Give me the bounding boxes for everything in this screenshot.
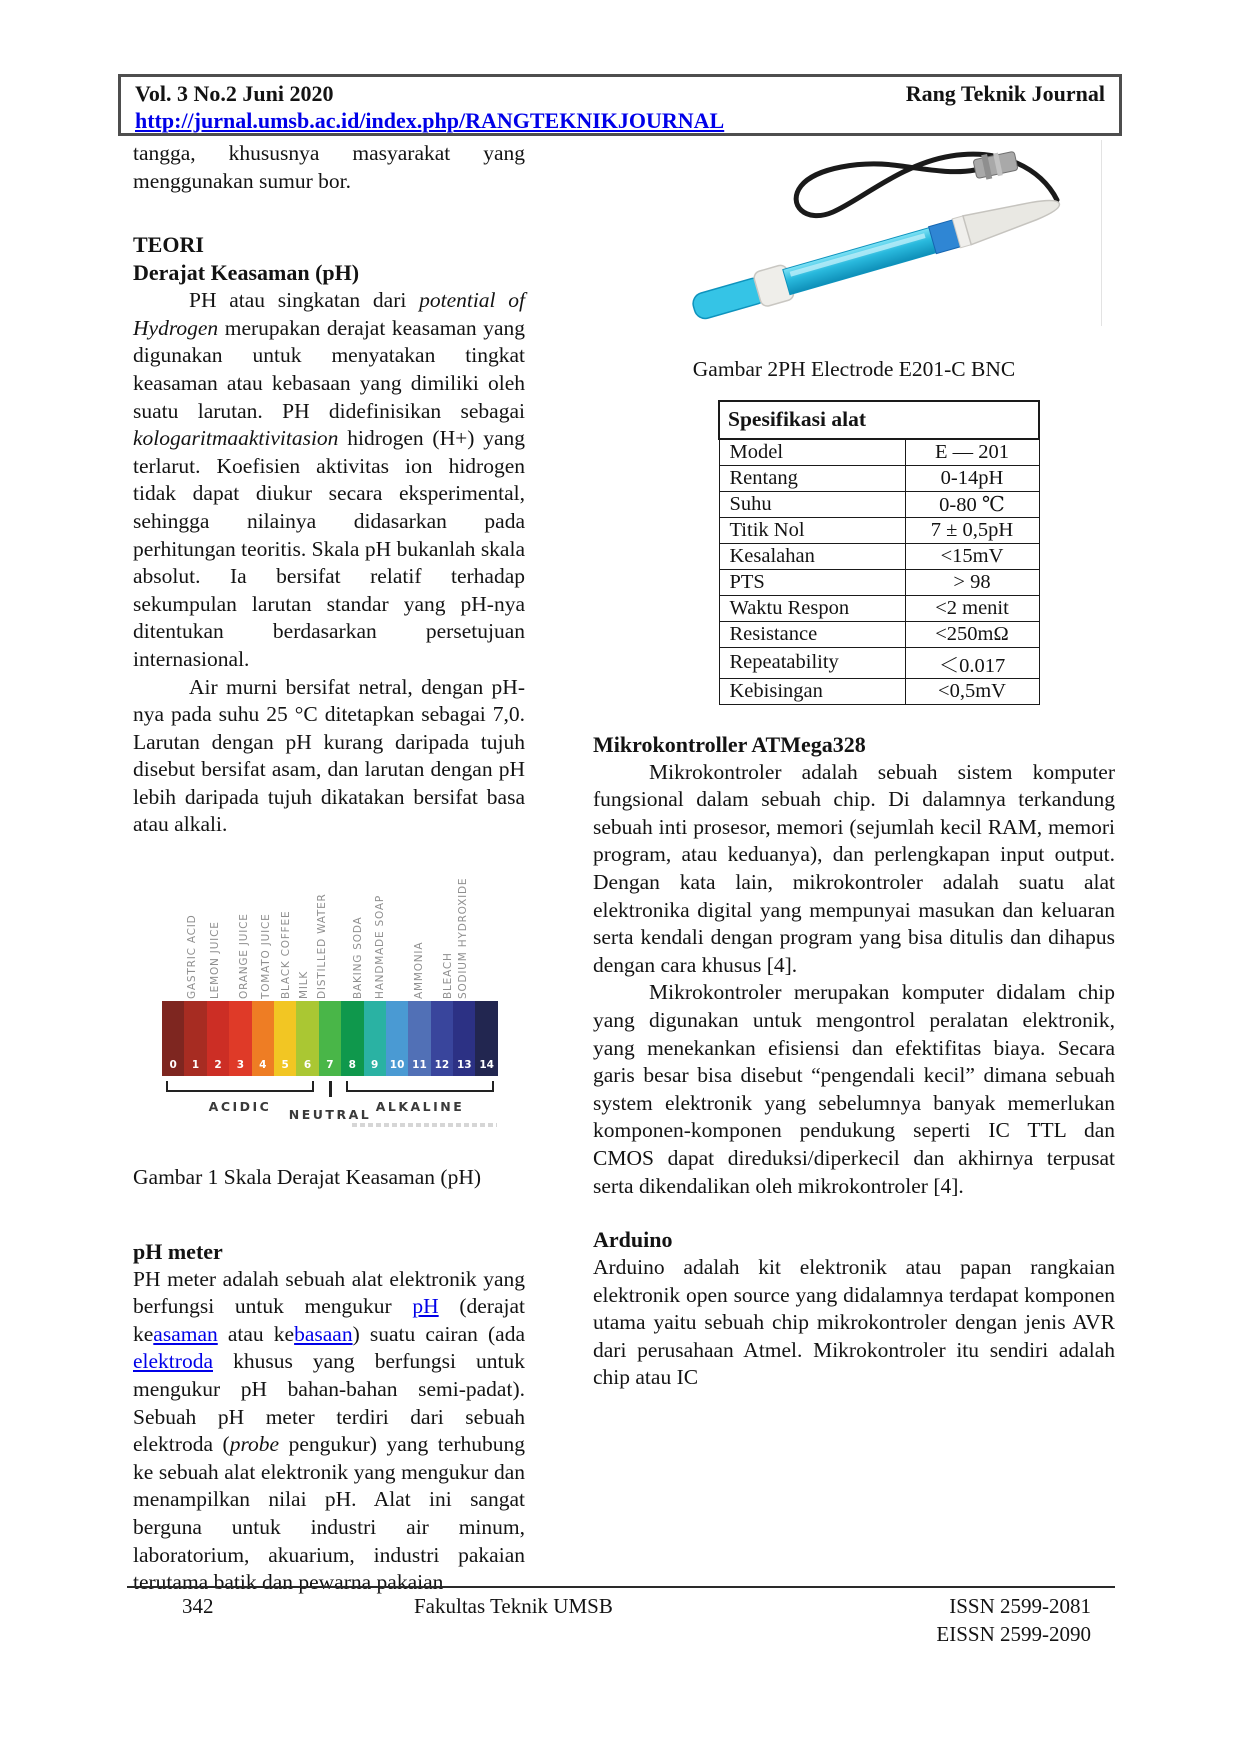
ph-band-number: 0 xyxy=(169,1059,177,1072)
spec-value: 0-80 ℃ xyxy=(905,491,1039,517)
spec-key: Suhu xyxy=(719,491,905,517)
figure2-photo xyxy=(601,140,1102,326)
footer-eissn: EISSN 2599-2090 xyxy=(936,1622,1091,1646)
ph-band-0 xyxy=(162,1001,184,1076)
inline-link[interactable]: basaan xyxy=(294,1321,353,1346)
mikro-paragraph-1: Mikrokontroler adalah sebuah sistem komputer fungsional dalam sebuah chip. Di dalamnya terkandung sebuah inti prosesor, memori (sejumlah kecil RAM, memori program, atau keduanya), dan perlengkapan input output. Dengan kata lain, mikrokontroler adalah suatu alat elektronika digital yang mempunyai masukan dan keluaran serta kendali dengan program yang bisa ditulis dan dihapus dengan cara khusus [4]. xyxy=(593,759,1115,977)
ph-band-7 xyxy=(319,1001,341,1076)
spec-key: Rentang xyxy=(719,465,905,491)
spec-row xyxy=(719,543,1039,569)
text-run: pengukur) yang terhubung ke sebuah alat elektronik yang mengukur dan menampilkan nilai pH. Alat ini sangat berguna untuk industri air minum, laboratorium, akuarium, industri pakaian terutama batik dan pewarna pakaian xyxy=(133,1432,525,1595)
left-column xyxy=(133,140,525,1597)
product-label: DISTILLED WATER xyxy=(316,893,329,1000)
ph-band-number: 8 xyxy=(348,1059,356,1072)
product-label: LEMON JUICE xyxy=(208,921,221,1000)
spec-key: Titik Nol xyxy=(719,517,905,543)
spec-row xyxy=(719,569,1039,595)
spec-value: E — 201 xyxy=(905,439,1039,466)
page-header xyxy=(118,74,1122,136)
product-label: GASTRIC ACID xyxy=(186,914,199,1000)
ph-band-number: 13 xyxy=(456,1059,472,1072)
ph-band-number: 12 xyxy=(434,1059,450,1072)
product-label: AMMONIA xyxy=(412,941,425,1000)
product-label: ORANGE JUICE xyxy=(237,913,250,1000)
spec-row xyxy=(719,595,1039,621)
mikro-paragraph-2: Mikrokontroler merupakan komputer didalam chip yang digunakan untuk mengontrol peralatan elektronik, yang menekankan efisiensi dan efektifitas biaya. Secara garis besar bisa disebut “pengendali kecil” dimana sebuah system elektronik yang sebelumnya banyak memerlukan komponen-komponen pendukung seperti IC TTL dan CMOS dapat direduksi/diperkecil dan akhirnya terpusat serta dikendalikan oleh mikrokontroler [4]. xyxy=(593,980,1115,1198)
heading-derajat-keasaman: Derajat Keasaman (pH) xyxy=(133,260,360,286)
inline-link[interactable]: asaman xyxy=(153,1321,218,1346)
text-run: ) suatu cairan (ada xyxy=(352,1321,525,1346)
text-run: merupakan derajat keasaman yang digunakan untuk menyatakan tingkat keasaman atau kebasaan yang dimiliki oleh suatu larutan. PH didefinisikan sebagai xyxy=(133,315,525,423)
ph-band-number: 14 xyxy=(479,1059,494,1072)
ph-band-12 xyxy=(431,1001,453,1076)
spec-key: PTS xyxy=(719,569,905,595)
ph-band-number: 11 xyxy=(412,1059,427,1072)
spec-row xyxy=(719,647,1039,678)
heading-arduino: Arduino xyxy=(593,1227,673,1253)
spec-value: 7 ± 0,5pH xyxy=(905,517,1039,543)
ph-electrode-illustration xyxy=(601,140,1101,326)
header-journal-title: Rang Teknik Journal xyxy=(905,81,1105,106)
spec-value: > 98 xyxy=(905,569,1039,595)
spec-row xyxy=(719,621,1039,647)
text-run: atau ke xyxy=(217,1321,295,1346)
intro-paragraph: tangga, khususnya masyarakat yang menggunakan sumur bor. xyxy=(133,141,525,193)
spec-value: <2 menit xyxy=(905,595,1039,621)
ph-meter-paragraph xyxy=(133,1266,525,1597)
ph-band-14 xyxy=(475,1001,497,1076)
spec-value: <0,5mV xyxy=(905,678,1039,704)
ph-band-6 xyxy=(296,1001,318,1076)
ph-band-11 xyxy=(408,1001,430,1076)
ph-band-number: 1 xyxy=(191,1059,200,1072)
page-number: 342 xyxy=(182,1594,214,1618)
spec-row xyxy=(719,517,1039,543)
figure1-caption: Gambar 1 Skala Derajat Keasaman (pH) xyxy=(133,1165,482,1190)
text-run: kologaritmaaktivitasion xyxy=(133,426,339,451)
ph-band-8 xyxy=(341,1001,363,1076)
ph-band-number: 10 xyxy=(389,1059,405,1072)
journal-url-link[interactable]: http://jurnal.umsb.ac.id/index.php/RANGTEKNIKJOURNAL xyxy=(135,108,725,133)
figure1-zone-brackets xyxy=(162,1076,498,1138)
spec-value: 0-14pH xyxy=(905,465,1039,491)
air-murni-paragraph: Air murni bersifat netral, dengan pH-nya pada suhu 25 °C ditetapkan sebagai 7,0. Larutan dengan pH kurang daripada tujuh disebut bersifat asam, dan larutan dengan pH lebih daripada tujuh dikatakan bersifat basa atau alkali. xyxy=(133,674,525,837)
right-column xyxy=(593,140,1115,1392)
ph-band-5 xyxy=(274,1001,296,1076)
spec-table xyxy=(718,400,1040,705)
figure1-color-strip xyxy=(162,1001,498,1076)
spec-value: <250mΩ xyxy=(905,621,1039,647)
spec-row xyxy=(719,678,1039,704)
ph-band-9 xyxy=(364,1001,386,1076)
ph-band-3 xyxy=(229,1001,251,1076)
zone-label-alkaline: ALKALINE xyxy=(375,1099,465,1115)
zone-label-acidic: ACIDIC xyxy=(208,1099,272,1115)
figure1-ph-scale xyxy=(133,849,525,1138)
spec-key: Kesalahan xyxy=(719,543,905,569)
spec-table-body xyxy=(719,439,1039,705)
spec-key: Model xyxy=(719,439,905,466)
ph-band-10 xyxy=(386,1001,408,1076)
zone-label-neutral: NEUTRAL xyxy=(288,1107,372,1123)
spec-table-title: Spesifikasi alat xyxy=(719,401,1039,439)
ph-band-number: 9 xyxy=(371,1059,379,1072)
text-run: potential of Hydrogen xyxy=(133,288,525,340)
product-label: TOMATO JUICE xyxy=(260,913,273,1000)
spec-row xyxy=(719,439,1039,466)
inline-link[interactable]: pH xyxy=(412,1294,439,1319)
figure2-caption: Gambar 2PH Electrode E201-C BNC xyxy=(692,357,1016,381)
acidic-bracket xyxy=(166,1081,314,1092)
figure1-watermark xyxy=(352,1123,497,1127)
product-label: BAKING SODA xyxy=(352,916,365,1000)
text-run: probe xyxy=(229,1432,280,1457)
text-run: khusus yang berfungsi untuk mengukur pH bahan-bahan semi-padat). Sebuah pH meter terdiri dari sebuah elektroda ( xyxy=(133,1349,525,1457)
figure1-product-labels xyxy=(162,849,498,1001)
ph-band-number: 3 xyxy=(236,1059,245,1072)
page-footer xyxy=(127,1586,1115,1658)
footer-faculty: Fakultas Teknik UMSB xyxy=(414,1594,613,1618)
product-label: MILK xyxy=(298,970,311,1000)
ph-band-2 xyxy=(207,1001,229,1076)
ph-definition-paragraph xyxy=(133,287,525,673)
ph-band-number: 6 xyxy=(303,1059,312,1072)
spec-key: Waktu Respon xyxy=(719,595,905,621)
ph-band-13 xyxy=(453,1001,475,1076)
spec-value: <15mV xyxy=(905,543,1039,569)
text-run: PH atau singkatan dari xyxy=(189,288,420,313)
ph-band-number: 5 xyxy=(281,1059,289,1072)
footer-issn: ISSN 2599-2081 xyxy=(949,1594,1091,1618)
inline-link[interactable]: elektroda xyxy=(133,1349,213,1374)
product-label: BLACK COFFEE xyxy=(280,910,293,1000)
spec-key: Kebisingan xyxy=(719,678,905,704)
text-run: hidrogen (H+) yang terlarut. Koefisien aktivitas ion hidrogen tidak dapat diukur secara eksperimental, sehingga nilainya didasarkan pada perhitungan teoritis. Skala pH bukanlah skala absolut. Ia bersifat relatif terhadap sekumpulan larutan standar yang pH-nya ditentukan berdasarkan persetujuan internasional. xyxy=(133,426,525,671)
alkaline-bracket xyxy=(346,1081,494,1092)
spec-row xyxy=(719,491,1039,517)
spec-key: Resistance xyxy=(719,621,905,647)
header-volume: Vol. 3 No.2 Juni 2020 xyxy=(135,81,334,106)
heading-mikrokontroller: Mikrokontroller ATMega328 xyxy=(593,731,866,757)
ph-band-1 xyxy=(184,1001,206,1076)
ph-band-number: 7 xyxy=(326,1059,334,1072)
arduino-paragraph: Arduino adalah kit elektronik atau papan rangkaian elektronik open source yang didalamnya terdapat komponen utama yaitu sebuah chip mikrokontroler dengan jenis AVR dari perusahaan Atmel. Mikrokontroler itu sendiri adalah chip atau IC xyxy=(593,1255,1115,1390)
spec-key: Repeatability xyxy=(719,647,905,678)
text-run: (derajat ke xyxy=(133,1294,525,1346)
heading-teori: TEORI xyxy=(133,232,204,258)
spec-value: ＜0.017 xyxy=(905,647,1039,678)
spec-row xyxy=(719,465,1039,491)
neutral-tick xyxy=(329,1081,332,1097)
text-run: PH meter adalah sebuah alat elektronik yang berfungsi untuk mengukur xyxy=(133,1266,525,1319)
product-label: BLEACH xyxy=(441,952,454,1000)
ph-band-number: 4 xyxy=(259,1059,267,1072)
product-label: SODIUM HYDROXIDE xyxy=(457,877,470,1000)
heading-ph-meter: pH meter xyxy=(133,1238,223,1264)
ph-band-4 xyxy=(252,1001,274,1076)
ph-band-number: 2 xyxy=(214,1059,222,1072)
product-label: HANDMADE SOAP xyxy=(374,895,387,1000)
